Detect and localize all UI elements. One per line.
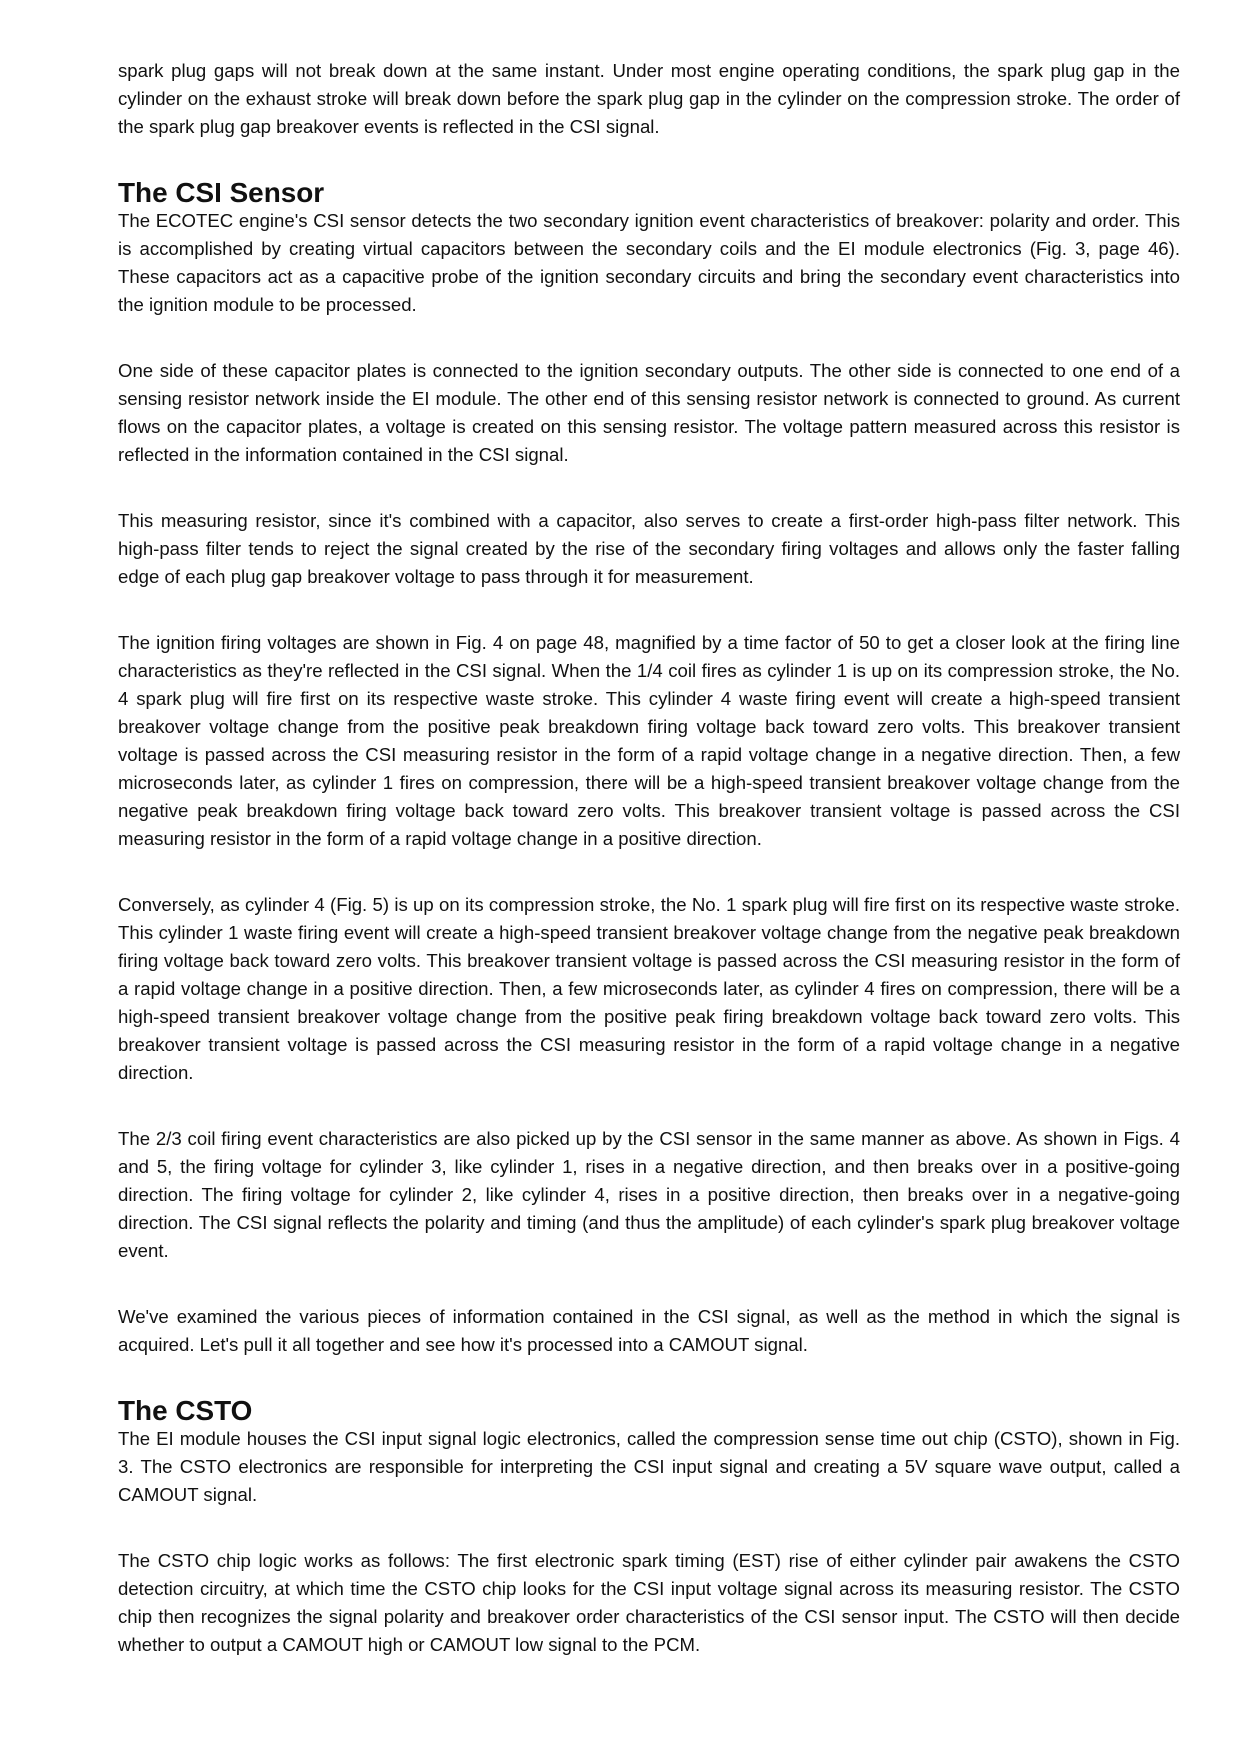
- csi-paragraph-5: Conversely, as cylinder 4 (Fig. 5) is up on its compression stroke, the No. 1 spark plug will fire first on its respective waste stroke. This cylinder 1 waste firing event will create a high-speed transient breakover voltage change from the negative peak breakdown firing voltage back toward zero volts. This breakover transient voltage is passed across the CSI measuring resistor in the form of a rapid voltage change in a positive direction. Then, a few microseconds later, as cylinder 4 fires on compression, there will be a high-speed transient breakover voltage change from the positive peak firing breakdown voltage back toward zero volts. This breakover transient voltage is passed across the CSI measuring resistor in the form of a rapid voltage change in a negative direction.: [118, 894, 1180, 1083]
- section-csto: [118, 1397, 1180, 1659]
- csi-paragraph-2: One side of these capacitor plates is connected to the ignition secondary outputs. The other side is connected to one end of a sensing resistor network inside the EI module. The other end of this sensing resistor network is connected to ground. As current flows on the capacitor plates, a voltage is created on this sensing resistor. The voltage pattern measured across this resistor is reflected in the information contained in the CSI signal.: [118, 360, 1180, 465]
- csto-paragraph-1: The EI module houses the CSI input signal logic electronics, called the compression sense time out chip (CSTO), shown in Fig. 3. The CSTO electronics are responsible for interpreting the CSI input signal and creating a 5V square wave output, called a CAMOUT signal.: [118, 1428, 1180, 1505]
- document-page: [118, 57, 1180, 1659]
- section-csi-sensor: [118, 179, 1180, 1359]
- section-heading-csi-sensor: The CSI Sensor: [118, 177, 325, 208]
- csi-paragraph-3: This measuring resistor, since it's combined with a capacitor, also serves to create a first-order high-pass filter network. This high-pass filter tends to reject the signal created by the rise of the secondary firing voltages and allows only the faster falling edge of each plug gap breakover voltage to pass through it for measurement.: [118, 510, 1180, 587]
- csi-paragraph-4: The ignition firing voltages are shown in Fig. 4 on page 48, magnified by a time factor of 50 to get a closer look at the firing line characteristics as they're reflected in the CSI signal. When the 1/4 coil fires as cylinder 1 is up on its compression stroke, the No. 4 spark plug will fire first on its respective waste stroke. This cylinder 4 waste firing event will create a high-speed transient breakover voltage change from the positive peak breakdown firing voltage back toward zero volts. This breakover transient voltage is passed across the CSI measuring resistor in the form of a rapid voltage change in a negative direction. Then, a few microseconds later, as cylinder 1 fires on compression, there will be a high-speed transient breakover voltage change from the negative peak breakdown firing voltage back toward zero volts. This breakover transient voltage is passed across the CSI measuring resistor in the form of a rapid voltage change in a positive direction.: [118, 632, 1180, 849]
- section-heading-csto: The CSTO: [118, 1395, 253, 1426]
- intro-paragraph: spark plug gaps will not break down at the same instant. Under most engine operating conditions, the spark plug gap in the cylinder on the exhaust stroke will break down before the spark plug gap in the cylinder on the compression stroke. The order of the spark plug gap breakover events is reflected in the CSI signal.: [118, 60, 1180, 137]
- csto-paragraph-2: The CSTO chip logic works as follows: The first electronic spark timing (EST) rise of either cylinder pair awakens the CSTO detection circuitry, at which time the CSTO chip looks for the CSI input voltage signal across its measuring resistor. The CSTO chip then recognizes the signal polarity and breakover order characteristics of the CSI sensor input. The CSTO will then decide whether to output a CAMOUT high or CAMOUT low signal to the PCM.: [118, 1550, 1180, 1655]
- csi-paragraph-1: The ECOTEC engine's CSI sensor detects the two secondary ignition event characteristics of breakover: polarity and order. This is accomplished by creating virtual capacitors between the secondary coils and the EI module electronics (Fig. 3, page 46). These capacitors act as a capacitive probe of the ignition secondary circuits and bring the secondary event characteristics into the ignition module to be processed.: [118, 210, 1180, 315]
- csi-paragraph-7: We've examined the various pieces of information contained in the CSI signal, as well as the method in which the signal is acquired. Let's pull it all together and see how it's processed into a CAMOUT signal.: [118, 1306, 1180, 1355]
- csi-paragraph-6: The 2/3 coil firing event characteristics are also picked up by the CSI sensor in the same manner as above. As shown in Figs. 4 and 5, the firing voltage for cylinder 3, like cylinder 1, rises in a negative direction, and then breaks over in a positive-going direction. The firing voltage for cylinder 2, like cylinder 4, rises in a positive direction, then breaks over in a negative-going direction. The CSI signal reflects the polarity and timing (and thus the amplitude) of each cylinder's spark plug breakover voltage event.: [118, 1128, 1180, 1261]
